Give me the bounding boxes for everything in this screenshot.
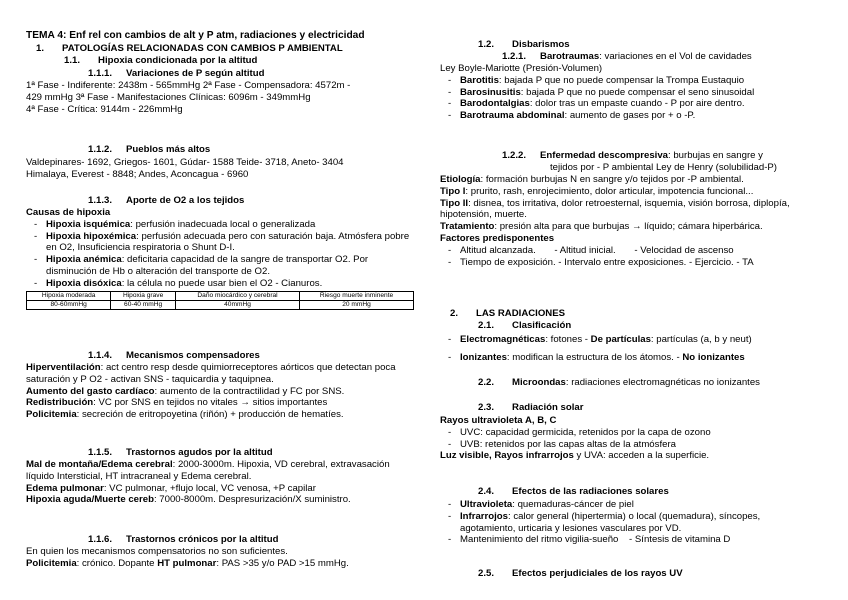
uv-rays-title: Rayos ultravioleta A, B, C [440,415,557,426]
section-2-4-heading: 2.4. Efectos de las radiaciones solares [478,486,669,497]
paragraph: Luz visible, Rayos infrarrojos y UVA: acceden a la superficie. [440,450,710,462]
section-2-5-heading: 2.5. Efectos perjudiciales de los rayos UV [478,568,683,579]
list-item: - Infrarrojos: calor general (hipertermia) o local (quemadura), síncopes, agotamiento, urticaria y lesiones vasculares por VD. [440,511,818,535]
paragraph: Edema pulmonar: VC pulmonar, +flujo local, VC venosa, +P capilar [26,482,316,494]
section-1-1-5-heading: 1.1.5. Trastornos agudos por la altitud [88,447,273,458]
hypoxia-severity-table [26,291,414,310]
paragraph: Policitemia: crónico. Dopante HT pulmonar: PAS >35 y/o PAD >15 mmHg. [26,557,349,569]
paragraph: Redistribución: VC por SNS en tejidos no vitales → sitios importantes [26,397,328,409]
list-item: - Altitud alcanzada. - Altitud inicial. - Velocidad de ascenso [440,245,818,257]
list-item: - Hipoxia anémica: deficitaria capacidad de la sangre de transportar O2. Por disminución de Hb o alteración del transporte de O2. [26,254,414,278]
section-1-heading: 1. PATOLOGÍAS RELACIONADAS CON CAMBIOS P AMBIENTAL [36,43,343,54]
paragraph: Hipoxia aguda/Muerte cereb: 7000-8000m. Despresurización/X suministro. [26,494,351,506]
list-item: - Barotitis: bajada P que no puede compensar la Trompa Eustaquio [440,75,818,87]
section-1-2-2-heading: 1.2.2. Enfermedad descompresiva: burbujas en sangre y [502,150,763,161]
altitude-phases: 1ª Fase - Indiferente: 2438m - 565mmHg 2ª Fase - Compensadora: 4572m - 429 mmHg 3ª Fase - Manifestaciones Clínicas: 6096m - 349mmHg 4ª Fase - Crítica: 9144m - 226mmHg [26,80,351,115]
section-1-1-6-heading: 1.1.6. Trastornos crónicos por la altitud [88,534,279,545]
section-1-2-1-heading: 1.2.1. Barotraumas: variaciones en el Vol de cavidades [502,51,752,62]
radiation-classification [440,334,818,364]
document-title: TEMA 4: Enf rel con cambios de alt y P atm, radiaciones y electricidad [26,30,365,41]
highest-towns: Valdepinares- 1692, Griegos- 1601, Gúdar- 1588 Teide- 3718, Aneto- 3404 Himalaya, Everest - 8848; Andes, Aconcagua - 6960 [26,157,344,180]
solar-effects [440,499,818,546]
decompression-continuation: tejidos por - P ambiental Ley de Henry (solubilidad-P) [550,162,777,173]
hypoxia-causes [26,207,414,310]
section-1-1-heading: 1.1. Hipoxia condicionada por la altitud [64,55,258,66]
paragraph: Tratamiento: presión alta para que burbujas → líquido; cámara hiperbárica. [440,221,763,233]
list-item: - Ionizantes: modifican la estructura de los átomos. - No ionizantes [440,352,818,364]
list-item: - UVC: capacidad germicida, retenidos por la capa de ozono [440,427,818,439]
list-item: - Hipoxia hipoxémica: perfusión adecuada pero con saturación baja. Atmósfera pobre en O2, Insuficiencia respiratoria o Shunt D-I. [26,231,414,255]
table-row: 80-60mmHg 60-40 mmHg 40mmHg 20 mmHg [27,300,414,309]
list-item: - Tiempo de exposición. - Intervalo entre exposiciones. - Ejercicio. - TA [440,257,818,269]
paragraph: Mal de montaña/Edema cerebral: 2000-3000m. Hipoxia, VD cerebral, extravasación líquido Intersticial, HT intracraneal y Edema cerebral. [26,459,390,482]
list-item: - Hipoxia disóxica: la célula no puede usar bien el O2 - Cianuros. [26,278,414,290]
factors-title: Factores predisponentes [440,232,555,244]
list-item: - Barosinusitis: bajada P que no puede compensar el seno sinusoidal [440,87,818,99]
section-2-3-heading: 2.3. Radiación solar [478,402,584,413]
list-item: - Ultravioleta: quemaduras-cáncer de piel [440,499,818,511]
solar-radiation [440,415,818,462]
paragraph: Etiología: formación burbujas N en sangre y/o tejidos por -P ambiental. [440,174,744,185]
paragraph: Aumento del gasto cardíaco: aumento de la contractilidad y FC por SNS. [26,385,345,397]
barotraumas: Ley Boyle-Mariotte (Presión-Volumen) - Barotitis: bajada P que no puede compensar la Trompa Eustaquio - Barosinusitis: bajada P que no puede compensar el seno sinusoidal - Barodontalgias: dolor tras un empaste cuando - P por aire dentro. - Barotrauma abdominal: aumento de gases por + o -P. [440,63,818,122]
hypoxia-causes-title: Causas de hipoxia [26,207,111,218]
section-2-2-heading: 2.2. Microondas: radiaciones electromagnéticas no ionizantes [478,377,760,388]
list-item: - Electromagnéticas: fotones - De partículas: partículas (a, b y neut) [440,334,818,346]
compensatory-mechanisms [26,362,414,421]
chronic-disorders: En quien los mecanismos compensatorios no son suficientes. Policitemia: crónico. Dopante HT pulmonar: PAS >35 y/o PAD >15 mmHg. [26,546,414,570]
section-1-2-heading: 1.2. Disbarismos [478,39,570,50]
list-item: - Barotrauma abdominal: aumento de gases por + o -P. [440,110,818,122]
section-2-1-heading: 2.1. Clasificación [478,320,572,331]
table-header-row: Hipoxia moderada Hipoxia grave Daño miocárdico y cerebral Riesgo muerte inminente [27,291,414,300]
list-item: - Barodontalgias: dolor tras un empaste cuando - P por aire dentro. [440,98,818,110]
paragraph: Tipo II: disnea, tos irritativa, dolor retroesternal, isquemia, visión borrosa, diplopía, hipotensión, muerte. [440,197,790,221]
section-1-1-1-heading: 1.1.1. Variaciones de P según altitud [88,68,265,79]
list-item: - Mantenimiento del ritmo vigilia-sueño - Síntesis de vitamina D [440,534,818,546]
paragraph: Hiperventilación: act centro resp desde quimiorreceptores aórticos que detectan poca saturación y P O2 - activan SNS - taquicardia y taquipnea. [26,362,396,385]
decompression-disease [440,174,818,268]
section-1-1-4-heading: 1.1.4. Mecanismos compensadores [88,350,260,361]
acute-disorders [26,459,414,506]
section-2-heading: 2. LAS RADIACIONES [450,308,566,319]
section-1-1-2-heading: 1.1.2. Pueblos más altos [88,144,211,155]
paragraph: Tipo I: prurito, rash, enrojecimiento, dolor articular, impotencia funcional... [440,185,754,197]
section-1-1-3-heading: 1.1.3. Aporte de O2 a los tejidos [88,195,245,206]
list-item: - UVB: retenidos por las capas altas de la atmósfera [440,439,818,451]
list-item: - Hipoxia isquémica: perfusión inadecuada local o generalizada [26,219,414,231]
paragraph: Policitemia: secreción de eritropoyetina (riñón) + producción de hematíes. [26,409,344,421]
